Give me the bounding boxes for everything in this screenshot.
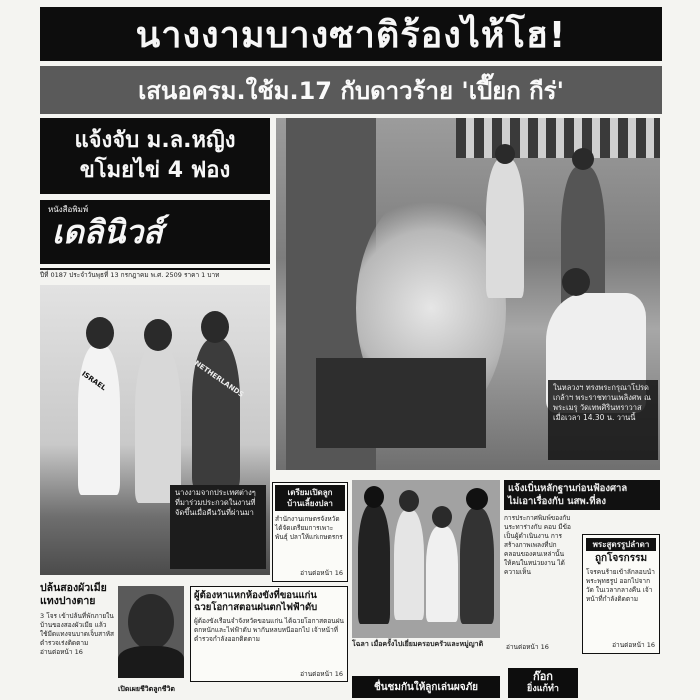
photo-ceremony bbox=[276, 118, 660, 470]
family-head bbox=[364, 486, 384, 508]
story-center-title-line2: ฉวยโอกาสตอนฝนตกไฟฟ้าดับ bbox=[194, 602, 318, 613]
story-left-title bbox=[40, 582, 114, 608]
photo-beauty-queens bbox=[40, 285, 270, 575]
beauty-head bbox=[201, 311, 229, 343]
sash-right: NETHERLANDS bbox=[192, 359, 246, 399]
family-man-right bbox=[460, 508, 494, 624]
box-theft-more-link[interactable]: อ่านต่อหน้า 16 bbox=[612, 641, 655, 649]
ceremony-head bbox=[562, 268, 590, 296]
beauty-queen-left bbox=[78, 345, 120, 495]
story-right-title bbox=[504, 480, 660, 510]
story-center-more-link[interactable]: อ่านต่อหน้า 16 bbox=[300, 670, 343, 678]
story-left bbox=[40, 582, 114, 692]
footer-right-line2: ยิ่งแก้ทำ bbox=[527, 684, 559, 694]
box-fish-more-link[interactable]: อ่านต่อหน้า 16 bbox=[300, 569, 343, 577]
story-right-title-line2: ไม่เอาเรื่องกับ นสพ.ที่ลง bbox=[508, 496, 606, 507]
story-center-title bbox=[194, 590, 344, 614]
box-fish-body: สำนักงานเกษตรจังหวัด ได้จัดเตรียมการเพาะพันธุ์ ปลาให้แก่เกษตรกร bbox=[275, 515, 343, 541]
story-center-title-line1: ผู้ต้องหาแหกห้องขังที่ขอนแก่น bbox=[194, 590, 317, 601]
masthead-tagline: หนังสือพิมพ์ bbox=[48, 205, 89, 214]
story-center-body: ผู้ต้องขังเรือนจำจังหวัดขอนแก่น ได้ฉวยโอกาสตอนฝนตกหนักและไฟฟ้าดับ พากันหลบหนีออกไป เจ้าหน้าที่ตำรวจกำลังออกติดตาม bbox=[194, 617, 344, 643]
ceremony-canopy bbox=[456, 118, 660, 158]
story-right-body: การประกาศพิมพ์ของกับ นระทาร่างกับ คอบ มีข้อเป็นผู้ดำเนินงาน การสร้างภาพเพลงที่ปกคลอนของคนเหล่านั้น ให้คนในหน่วยงาน ได้ความเห็น bbox=[504, 514, 571, 576]
ceremony-head bbox=[495, 144, 515, 164]
box-theft-title-line2: ถูกโจรกรรม bbox=[594, 553, 648, 564]
box-theft-body: โจรคนร้ายเข้าลักลอบนำ พระพุทธรูป ออกไปจากวัด ในเวลากลางคืน เจ้าหน้าที่กำลังติดตาม bbox=[586, 568, 655, 603]
ceremony-caption: ในหลวงฯ ทรงพระกรุณาโปรดเกล้าฯ พระราชทานเพลิงศพ ณ พระเมรุ วัดเทพศิรินทราวาส เมื่อเวลา 14.30 น. วานนี้ bbox=[548, 380, 658, 460]
box-theft-title-line1: พระสูตรรูปลำดา bbox=[586, 538, 656, 551]
footer-left-teaser: เปิดเผยชีวิตลูกชีวิต bbox=[118, 685, 175, 693]
ceremony-figure-officer bbox=[486, 158, 524, 298]
story-right bbox=[504, 480, 660, 660]
side-headline bbox=[40, 118, 270, 194]
portrait-shoulders bbox=[118, 646, 184, 678]
masthead-dateline: ปีที่ 0187 ประจำวันพุธที่ 13 กรกฎาคม พ.ศ. 2509 ราคา 1 บาท bbox=[40, 268, 270, 280]
family-head bbox=[399, 490, 419, 512]
footer-right-line1: ก๊อก bbox=[533, 670, 553, 683]
box-theft-story bbox=[582, 534, 660, 654]
photo-portrait bbox=[118, 586, 184, 678]
photo-family bbox=[352, 480, 500, 638]
masthead-name: เดลินิวส์ bbox=[52, 212, 163, 251]
family-head bbox=[432, 506, 452, 528]
family-man-left bbox=[358, 504, 390, 624]
beauty-head bbox=[144, 319, 172, 351]
box-fish-story bbox=[272, 482, 348, 582]
side-headline-line2: ขโมยไข่ 4 ฟอง bbox=[79, 158, 231, 183]
story-left-more-link[interactable]: อ่านต่อหน้า 16 bbox=[40, 648, 83, 656]
main-headline: นางงามบางซาติร้องไห้โฮ! bbox=[40, 7, 662, 61]
box-fish-title-line1: เตรียมเปิดลูก bbox=[287, 488, 333, 497]
story-left-title-line2: แทงปางตาย bbox=[40, 595, 96, 607]
story-left-body: 3 โจร เข้าปล้นที่พักภายในบ้านของสองผัวเมีย แล้วใช้มีดแทงจนบาดเจ็บสาหัส ตำรวจเร่งติดตาม bbox=[40, 612, 115, 647]
sash-left: ISRAEL bbox=[80, 369, 108, 393]
portrait-head bbox=[128, 594, 174, 650]
story-right-title-line1: แจ้งเบิ่นหลักฐานก่อนฟ้องศาล bbox=[508, 483, 628, 494]
beauty-queen-center bbox=[135, 345, 181, 503]
story-right-more-link[interactable]: อ่านต่อหน้า 16 bbox=[506, 643, 549, 651]
footer-right-teaser bbox=[508, 668, 578, 698]
family-head bbox=[466, 488, 488, 510]
ceremony-head bbox=[572, 148, 594, 170]
box-fish-title-line2: บ้านเลี้ยงปลา bbox=[287, 499, 333, 508]
family-woman-2 bbox=[426, 526, 458, 622]
box-fish-title bbox=[275, 485, 345, 511]
story-center bbox=[190, 586, 348, 682]
footer-center-teaser: ชื่นชมกันให้ลูกเล่นผจภัย bbox=[352, 676, 500, 698]
side-headline-line1: แจ้งจับ ม.ล.หญิง bbox=[74, 128, 236, 153]
beauty-caption: นางงามจากประเทศต่างๆ ที่มาร่วมประกวดในงานที่จัดขึ้นเมื่อคืนวันที่ผ่านมา bbox=[170, 485, 266, 569]
masthead bbox=[40, 200, 270, 264]
box-theft-title bbox=[586, 538, 656, 564]
beauty-head bbox=[86, 317, 114, 349]
story-left-title-line1: ปล้นสองผัวเมีย bbox=[40, 582, 107, 594]
family-woman-1 bbox=[394, 510, 424, 620]
sub-headline: เสนอครม.ใช้ม.17 กับดาวร้าย 'เปี๊ยก กีร่' bbox=[40, 66, 662, 114]
ceremony-altar bbox=[316, 358, 486, 448]
family-caption: โฉลา เมื่อครั้งไปเยี่ยมครอบครัวและหมู่ญาติ bbox=[352, 640, 484, 648]
